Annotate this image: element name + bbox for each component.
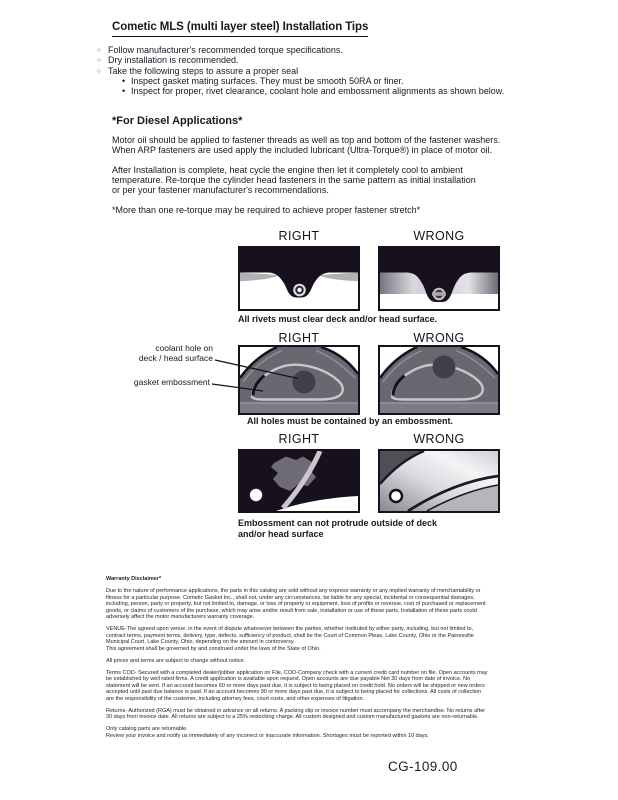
fine-print-line: Returns- Authorized (RGA) must be obtained in advance on all returns. A packing slip or invoice number must accompany the merchandise. No returns after — [106, 707, 486, 714]
paragraph-line: When ARP fasteners are used apply the included lubricant (Ultra-Torque®) in place of motor oil. — [112, 145, 493, 156]
paragraph-line: *More than one re-torque may be required to achieve proper fastener stretch* — [112, 205, 421, 215]
fine-print-line: be established by well rated firms. A credit application is available upon request. Open accounts are due payable Net 30 days from date of invoice. No — [106, 676, 471, 682]
venue-paragraph — [106, 626, 518, 652]
fine-print-line: fitness for a particular purpose. Cometic Gasket Inc., shall not, under any circumstances, be liable for any special, incidental or consequential damages, — [106, 594, 475, 601]
rivet-wrong-illustration — [380, 248, 498, 309]
protrude-wrong-illustration — [380, 451, 498, 511]
fine-print-line: Only catalog parts are returnable. — [106, 726, 188, 732]
rivet-caption: All rivets must clear deck and/or head surface. — [238, 314, 438, 324]
right-label: RIGHT — [278, 432, 320, 446]
protrude-right-illustration — [240, 451, 358, 511]
diesel-applications-heading: *For Diesel Applications* — [112, 115, 243, 127]
rivet-right-illustration — [240, 248, 358, 309]
document-code: CG-109.00 — [388, 759, 458, 774]
returns-paragraph — [106, 708, 518, 721]
sub-tip-item: • Inspect gasket mating surfaces. They must be smooth 50RA or finer. — [97, 76, 504, 86]
right-label: RIGHT — [278, 331, 320, 345]
fine-print-line: Review your invoice and notify us immediately of any incorrect or inaccurate information. Shortages must be reported within 10 days. — [106, 732, 429, 739]
warranty-paragraph — [106, 588, 518, 621]
diesel-paragraph-2 — [112, 165, 476, 196]
coolant-hole-annotation — [98, 344, 213, 364]
tip-item: ○ Dry installation is recommended. — [97, 55, 504, 65]
fine-print-section — [106, 576, 518, 739]
wrong-label: WRONG — [413, 432, 465, 446]
fine-print-line: 30 days from invoice date. All returns are subject to a 25% restocking charge. All custom designed and custom manufactured gaskets are non-returnable. — [106, 714, 479, 720]
protrude-caption — [238, 518, 437, 539]
rivet-wrong-diagram — [378, 246, 500, 311]
paragraph-line: or per your fastener manufacturer's recommendations. — [112, 185, 329, 196]
fine-print-line: goods, or claims of customers of the purchase, which may arise and/or result from sale, installation or use of these parts. Installation of these parts could — [106, 607, 477, 614]
wrong-label: WRONG — [413, 331, 465, 345]
rivet-right-diagram — [238, 246, 360, 311]
sub-tip-item: • Inspect for proper, rivet clearance, coolant hole and embossment alignments as shown below. — [97, 86, 504, 96]
fine-print-line: Due to the nature of performance applications, the parts in this catalog are sold without any express warranty or any implied warranty of merchantability or — [106, 588, 481, 594]
embossment-right-illustration — [240, 347, 358, 413]
diesel-paragraph-3 — [112, 205, 420, 215]
fine-print-line: VENUE-The agreed upon venue, in the event of dispute whatsoever between the parties, whether instituted by either party, including, but not limited to, — [106, 626, 474, 632]
paragraph-line: After Installation is complete, heat cycle the engine then let it completely cool to ambient — [112, 165, 463, 175]
fine-print-line: Terms COD- Secured with a completed dealer/jobber application on File, COD-Company check with a current credit card number on file. Open accounts may — [106, 669, 488, 676]
annotation-line: coolant hole on — [155, 343, 213, 353]
closing-paragraph — [106, 726, 518, 739]
paragraph-line: Motor oil should be applied to fastener threads as well as top and bottom of the fastener washers. — [112, 135, 501, 145]
fine-print-line: statement will be sent. If an account becomes 60 or more days past due, it is subject to being placed on credit hold. No orders will be shipped or new orders — [106, 682, 485, 689]
embossment-wrong-illustration — [380, 347, 498, 413]
protrude-right-diagram — [238, 449, 360, 513]
caption-line: and/or head surface — [238, 528, 324, 539]
fine-print-line: All prices and terms are subject to change without notice. — [106, 657, 246, 664]
protrude-wrong-diagram — [378, 449, 500, 513]
fine-print-line: This agreement shall be governed by and construed under the laws of the State of Ohio. — [106, 645, 321, 652]
right-label: RIGHT — [278, 229, 320, 243]
prices-paragraph — [106, 658, 518, 665]
fine-print-line: adversely affect the motor manufacturers warranty coverage. — [106, 614, 255, 620]
gasket-embossment-annotation: gasket embossment — [133, 377, 210, 387]
tip-item: ○ Follow manufacturer's recommended torque specifications. — [97, 45, 504, 55]
diesel-paragraph-1 — [112, 135, 500, 155]
fine-print-line: are the responsibility of the customer, including attorney fees, court costs, and other expenses of litigation. — [106, 695, 365, 702]
tip-item: ○ Take the following steps to assure a proper seal — [97, 66, 504, 76]
holes-caption: All holes must be contained by an embossment. — [247, 416, 454, 426]
terms-paragraph — [106, 670, 518, 703]
paragraph-line: temperature. Re-torque the cylinder head fasteners in the same pattern as initial installation — [112, 175, 476, 186]
annotation-line: deck / head surface — [138, 352, 213, 363]
warranty-disclaimer-heading: Warranty Disclaimer* — [106, 576, 162, 582]
wrong-label: WRONG — [413, 229, 465, 243]
caption-line: Embossment can not protrude outside of deck — [238, 518, 438, 528]
embossment-right-diagram — [238, 345, 360, 415]
fine-print-line: contract terms, payment terms, delivery, type, defects, sufficiency of product, shall be the Court of Common Pleas, Lake County, Ohio or the Painesville — [106, 632, 474, 639]
fine-print-line: including, person, party or property, but not limited to, damage, or loss of property or equipment, loss of profits or revenue, cost of purchased or replacement — [106, 601, 486, 607]
fine-print-line: Municipal Court, Lake County, Ohio, depending on the amount in controversy. — [106, 639, 295, 645]
installation-tips-list — [97, 45, 504, 96]
page-title: Cometic MLS (multi layer steel) Installation Tips — [112, 21, 368, 37]
fine-print-line: accepted until past due balance is paid. If an account becomes 90 or more days past due, it is subject to being placed for collections. All costs of collection — [106, 689, 482, 695]
embossment-wrong-diagram — [378, 345, 500, 415]
